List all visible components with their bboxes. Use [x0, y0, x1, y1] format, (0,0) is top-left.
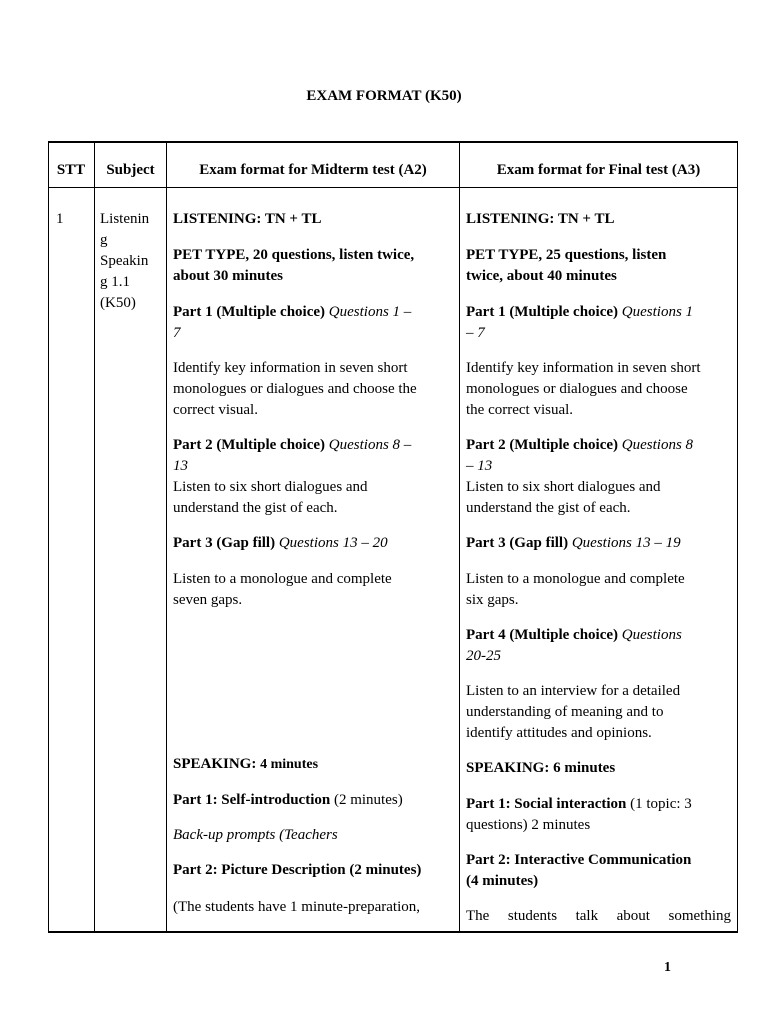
final-part1 [466, 302, 693, 344]
table-border-top [48, 141, 738, 143]
page-number: 1 [664, 960, 671, 975]
header-stt: STT [56, 162, 86, 178]
final-part2 [466, 435, 693, 519]
text-line: Listen to a monologue and complete [173, 571, 392, 587]
exam-format-table [48, 141, 738, 933]
table-header-divider [48, 187, 738, 188]
text-line: understanding of meaning and to [466, 704, 664, 720]
text-line: the correct visual. [466, 402, 574, 418]
midterm-part2 [173, 435, 411, 519]
final-part3 [466, 533, 681, 554]
speaking-label: SPEAKING: [173, 756, 261, 772]
part-questions: Questions 1 – [328, 304, 412, 320]
part-title: Part 2 (Multiple choice) [466, 437, 622, 453]
subject-line: g 1.1 [100, 274, 130, 290]
midterm-speaking-heading [173, 754, 318, 775]
part-title: Part 4 (Multiple choice) [466, 627, 622, 643]
part-duration: (1 topic: 3 [630, 796, 692, 812]
part-questions: 7 [173, 325, 181, 341]
subject-line: (K50) [100, 295, 136, 311]
midterm-speaking-part2: Part 2: Picture Description (2 minutes) [173, 862, 422, 878]
row-subject [100, 209, 164, 314]
subject-line: Listenin [100, 211, 150, 227]
text-line: Identify key information in seven short [466, 360, 701, 376]
midterm-listening-heading: LISTENING: TN + TL [173, 211, 322, 227]
part-questions: – 7 [466, 325, 485, 341]
text-line: Part 2: Interactive Communication [466, 852, 692, 868]
part-questions: 13 [173, 458, 188, 474]
part-title: Part 3 (Gap fill) [173, 535, 279, 551]
text-line: correct visual. [173, 402, 258, 418]
text-line: PET TYPE, 20 questions, listen twice, [173, 247, 415, 263]
header-final: Exam format for Final test (A3) [496, 162, 701, 178]
text-line: Listen to six short dialogues and [466, 479, 661, 495]
part-questions: Questions 1 [621, 304, 694, 320]
part-questions: – 13 [466, 458, 493, 474]
table-col-divider-2 [166, 141, 167, 933]
part-questions: Questions 13 – 20 [278, 535, 388, 551]
midterm-part3-desc [173, 569, 392, 611]
table-border-right [737, 141, 738, 933]
text-line: Listen to an interview for a detailed [466, 683, 681, 699]
text-line: understand the gist of each. [173, 500, 338, 516]
text-line: about 30 minutes [173, 268, 284, 284]
table-border-left [48, 141, 49, 933]
table-col-divider-1 [94, 141, 95, 933]
text-line: PET TYPE, 25 questions, listen [466, 247, 667, 263]
subject-line: g [100, 232, 108, 248]
part-duration: (2 minutes) [333, 792, 403, 808]
text-line: monologues or dialogues and choose [466, 381, 688, 397]
text-line: twice, about 40 minutes [466, 268, 617, 284]
midterm-backup-prompts: Back-up prompts (Teachers [173, 827, 338, 843]
text-line: six gaps. [466, 592, 519, 608]
midterm-part1 [173, 302, 411, 344]
final-part4 [466, 625, 682, 667]
part-duration: questions) 2 minutes [466, 817, 591, 833]
final-speaking-heading: SPEAKING: 6 minutes [466, 760, 616, 776]
midterm-part1-desc [173, 358, 417, 421]
final-part4-desc [466, 681, 680, 744]
part-title: Part 1: Social interaction [466, 796, 631, 812]
part-questions: 20-25 [466, 648, 501, 664]
text-line: Identify key information in seven short [173, 360, 408, 376]
header-subject: Subject [106, 162, 155, 178]
midterm-pet-type [173, 245, 414, 287]
text-line: Listen to six short dialogues and [173, 479, 368, 495]
text-line: identify attitudes and opinions. [466, 725, 652, 741]
subject-line: Speakin [100, 253, 149, 269]
part-questions: Questions [621, 627, 682, 643]
final-part1-desc [466, 358, 701, 421]
text-line: monologues or dialogues and choose the [173, 381, 417, 397]
midterm-speaking-part2-desc: (The students have 1 minute-preparation, [173, 899, 421, 915]
final-pet-type [466, 245, 666, 287]
part-questions: Questions 13 – 19 [571, 535, 681, 551]
row-stt: 1 [56, 211, 64, 227]
part-title: Part 2 (Multiple choice) [173, 437, 329, 453]
part-title: Part 1 (Multiple choice) [466, 304, 622, 320]
final-listening-heading: LISTENING: TN + TL [466, 211, 615, 227]
part-questions: Questions 8 [621, 437, 694, 453]
document-title: EXAM FORMAT (K50) [306, 88, 462, 104]
part-title: Part 1 (Multiple choice) [173, 304, 329, 320]
midterm-speaking-part1 [173, 790, 403, 811]
final-speaking-part2-desc: The students talk about something [466, 908, 731, 924]
final-part3-desc [466, 569, 685, 611]
text-line: Listen to a monologue and complete [466, 571, 685, 587]
text-line: understand the gist of each. [466, 500, 631, 516]
table-col-divider-3 [459, 141, 460, 933]
part-questions: Questions 8 – [328, 437, 412, 453]
text-line: (4 minutes) [466, 873, 539, 889]
part-title: Part 3 (Gap fill) [466, 535, 572, 551]
table-border-bottom [48, 931, 738, 933]
header-midterm: Exam format for Midterm test (A2) [199, 162, 427, 178]
text-line: seven gaps. [173, 592, 243, 608]
final-speaking-part2 [466, 850, 691, 892]
speaking-time: 4 minutes [260, 757, 319, 772]
midterm-part3 [173, 533, 388, 554]
part-title: Part 1: Self-introduction [173, 792, 334, 808]
final-speaking-part1 [466, 794, 692, 836]
